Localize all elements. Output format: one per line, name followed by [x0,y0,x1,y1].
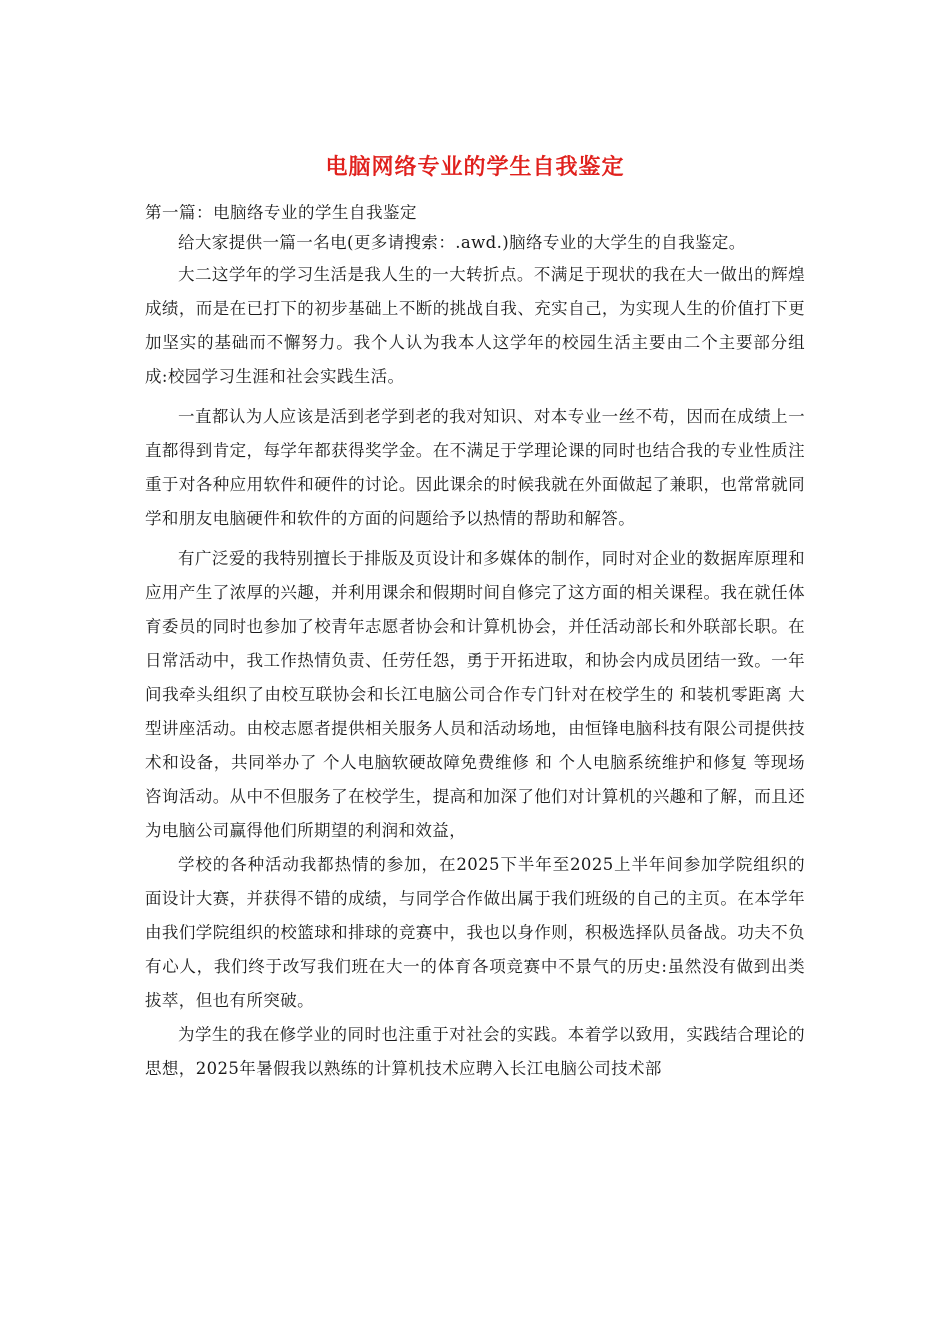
paragraph-school-events: 学校的各种活动我都热情的参加，在2025下半年至2025上半年间参加学院组织的面设计大赛，并获得不错的成绩，与同学合作做出属于我们班级的自己的主页。在本学年由我们学院组织的校篮球和排球的竞赛中，我也以身作则，积极选择队员备战。功夫不负有心人，我们终于改写我们班在大一的体育各项竞赛中不景气的历史:虽然没有做到出类拔萃，但也有所突破。 [145,855,805,1010]
document-page [145,150,805,1086]
paragraph-intro: 给大家提供一篇一名电(更多请搜索：.awd.)脑络专业的大学生的自我鉴定。 [178,233,746,252]
paragraph-social-practice: 为学生的我在修学业的同时也注重于对社会的实践。本着学以致用，实践结合理论的思想，2025年暑假我以熟练的计算机技术应聘入长江电脑公司技术部 [145,1025,805,1078]
paragraph-activities: 有广泛爱的我特别擅长于排版及页设计和多媒体的制作，同时对企业的数据库原理和应用产生了浓厚的兴趣，并利用课余和假期时间自修完了这方面的相关课程。我在就任体育委员的同时也参加了校青年志愿者协会和计算机协会，并任活动部长和外联部长职。在日常活动中，我工作热情负责、任劳任怨，勇于开拓进取，和协会内成员团结一致。一年间我牵头组织了由校互联协会和长江电脑公司合作专门针对在校学生的 和装机零距离 大型讲座活动。由校志愿者提供相关服务人员和活动场地，由恒锋电脑科技有限公司提供技术和设备，共同举办了 个人电脑软硬故障免费维修 和 个人电脑系统维护和修复 等现场咨询活动。从中不但服务了在校学生，提高和加深了他们对计算机的兴趣和了解，而且还为电脑公司赢得他们所期望的利润和效益， [145,549,805,840]
document-title: 电脑网络专业的学生自我鉴定 [325,154,625,180]
paragraph-study-life: 大二这学年的学习生活是我人生的一大转折点。不满足于现状的我在大一做出的辉煌成绩，而是在已打下的初步基础上不断的挑战自我、充实自己，为实现人生的价值打下更加坚实的基础而不懈努力。我个人认为我本人这学年的校园生活主要由二个主要部分组成:校园学习生涯和社会实践生活。 [145,265,805,386]
section-subtitle: 第一篇：电脑络专业的学生自我鉴定 [145,203,417,222]
paragraph-academics: 一直都认为人应该是活到老学到老的我对知识、对本专业一丝不苟，因而在成绩上一直都得到肯定，每学年都获得奖学金。在不满足于学理论课的同时也结合我的专业性质注重于对各种应用软件和硬件的讨论。因此课余的时候我就在外面做起了兼职，也常常就同学和朋友电脑硬件和软件的方面的问题给予以热情的帮助和解答。 [145,407,805,528]
